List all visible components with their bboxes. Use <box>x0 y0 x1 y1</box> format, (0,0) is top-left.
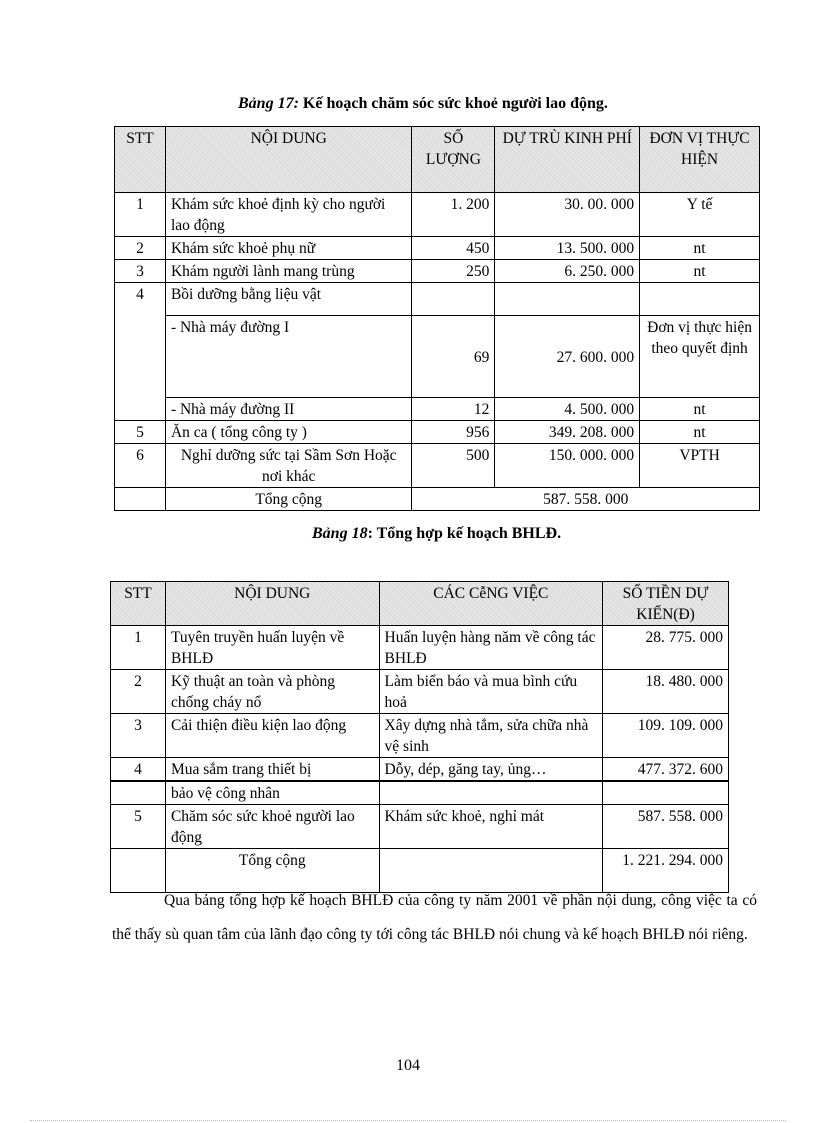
stt-cell: 2 <box>115 237 166 260</box>
cost-cell: 30. 00. 000 <box>495 193 640 237</box>
content-cell: Bồi dưỡng bằng liệu vật <box>165 283 411 316</box>
amount-cell: 587. 558. 000 <box>603 805 729 849</box>
table-row <box>111 714 729 758</box>
work-cell: Xây dựng nhà tắm, sửa chữa nhà vệ sinh <box>379 714 603 758</box>
stt-cell <box>111 781 166 805</box>
content-cell: Kỹ thuật an toàn và phòng chống cháy nổ <box>165 670 379 714</box>
table17-header-qty: SỐ LƯỢNG <box>412 127 495 193</box>
paragraph-text: Qua bảng tổng hợp kế hoạch BHLĐ của công ty năm 2001 về phần nội dung, công việc ta có thể thấy sù quan tâm của lãnh đạo công ty tới công tác BHLĐ nói chung và kế hoạch BHLĐ nói riêng. <box>112 892 757 943</box>
work-cell <box>379 781 603 805</box>
table17-header-content: NỘI DUNG <box>165 127 411 193</box>
amount-cell: 109. 109. 000 <box>603 714 729 758</box>
stt-cell: 5 <box>115 421 166 444</box>
table17-header-cost: DỰ TRÙ KINH PHÍ <box>495 127 640 193</box>
work-cell: Làm biển báo và mua bình cứu hoả <box>379 670 603 714</box>
table17-total-row <box>115 488 760 511</box>
cost-cell <box>495 283 640 316</box>
cost-cell: 13. 500. 000 <box>495 237 640 260</box>
stt-cell: 2 <box>111 670 166 714</box>
content-cell: - Nhà máy đường I <box>165 316 411 398</box>
total-value: 1. 221. 294. 000 <box>603 849 729 893</box>
content-cell: Cải thiện điều kiện lao động <box>165 714 379 758</box>
qty-cell <box>412 283 495 316</box>
table18 <box>110 581 729 893</box>
table18-header-content: NỘI DUNG <box>165 582 379 626</box>
content-cell: Khám sức khoẻ phụ nữ <box>165 237 411 260</box>
qty-cell: 1. 200 <box>412 193 495 237</box>
qty-cell: 500 <box>412 444 495 488</box>
qty-cell: 450 <box>412 237 495 260</box>
table17-header-stt: STT <box>115 127 166 193</box>
cost-cell: 4. 500. 000 <box>495 398 640 421</box>
cost-cell: 349. 208. 000 <box>495 421 640 444</box>
stt-cell: 3 <box>111 714 166 758</box>
table-row <box>115 193 760 237</box>
unit-cell: nt <box>640 260 760 283</box>
stt-cell <box>115 316 166 398</box>
table-row <box>115 444 760 488</box>
table17-header-unit: ĐƠN VỊ THỰC HIỆN <box>640 127 760 193</box>
content-cell: Mua sắm trang thiết bị <box>165 758 379 782</box>
table17-header-row <box>115 127 760 193</box>
stt-cell: 5 <box>111 805 166 849</box>
table17-caption-text: Kế hoạch chăm sóc sức khoẻ người lao động. <box>302 95 608 112</box>
cost-cell: 150. 000. 000 <box>495 444 640 488</box>
table-row <box>111 670 729 714</box>
total-label: Tổng cộng <box>165 849 379 893</box>
content-cell: Chăm sóc sức khoẻ người lao động <box>165 805 379 849</box>
work-cell: Khám sức khoẻ, nghỉ mát <box>379 805 603 849</box>
content-cell: - Nhà máy đường II <box>165 398 411 421</box>
page-bottom-rule <box>30 1120 786 1121</box>
qty-cell: 69 <box>412 316 495 398</box>
unit-cell <box>640 283 760 316</box>
unit-cell: VPTH <box>640 444 760 488</box>
stt-cell: 4 <box>111 758 166 782</box>
content-cell: Tuyên truyền huấn luyện về BHLĐ <box>165 626 379 670</box>
table17-caption-label: Bảng 17: <box>238 95 299 112</box>
work-cell: Huấn luyện hàng năm về công tác BHLĐ <box>379 626 603 670</box>
amount-cell <box>603 781 729 805</box>
qty-cell: 12 <box>412 398 495 421</box>
table18-caption-text: : Tổng hợp kế hoạch BHLĐ. <box>367 525 562 542</box>
content-cell: Khám người lành mang trùng <box>165 260 411 283</box>
table-row <box>115 398 760 421</box>
table-row <box>115 237 760 260</box>
total-label: Tổng cộng <box>165 488 411 511</box>
stt-cell: 4 <box>115 283 166 316</box>
table-row <box>111 805 729 849</box>
table18-header-work: CÁC CễNG VIỆC <box>379 582 603 626</box>
qty-cell: 250 <box>412 260 495 283</box>
table-row <box>111 626 729 670</box>
table-row <box>111 781 729 805</box>
content-cell: Ăn ca ( tổng công ty ) <box>165 421 411 444</box>
table-row <box>115 421 760 444</box>
unit-cell: nt <box>640 237 760 260</box>
unit-cell: nt <box>640 398 760 421</box>
unit-cell: Đơn vị thực hiện theo quyết định <box>640 316 760 398</box>
stt-cell: 1 <box>115 193 166 237</box>
unit-cell: Y tế <box>640 193 760 237</box>
stt-cell: 6 <box>115 444 166 488</box>
table17 <box>114 126 760 511</box>
body-paragraph <box>112 884 757 952</box>
empty-cell <box>115 488 166 511</box>
stt-cell: 3 <box>115 260 166 283</box>
cost-cell: 27. 600. 000 <box>495 316 640 398</box>
unit-cell: nt <box>640 421 760 444</box>
table18-header-stt: STT <box>111 582 166 626</box>
amount-cell: 18. 480. 000 <box>603 670 729 714</box>
amount-cell: 28. 775. 000 <box>603 626 729 670</box>
table17-caption <box>238 95 608 113</box>
table18-header-row <box>111 582 729 626</box>
table18-caption-label: Bảng 18 <box>312 525 368 542</box>
content-cell: Khám sức khoẻ định kỳ cho người lao động <box>165 193 411 237</box>
page-number: 104 <box>396 1057 420 1074</box>
stt-cell: 1 <box>111 626 166 670</box>
table-row <box>115 260 760 283</box>
stt-cell <box>115 398 166 421</box>
amount-cell: 477. 372. 600 <box>603 758 729 782</box>
table18-header-amount: SỐ TIỀN DỰ KIẾN(Đ) <box>603 582 729 626</box>
table-row <box>111 758 729 782</box>
table18-caption <box>312 525 561 543</box>
content-cell: Nghỉ dưỡng sức tại Sầm Sơn Hoặc nơi khác <box>165 444 411 488</box>
content-cell: bảo vệ công nhân <box>165 781 379 805</box>
work-cell: Dỗy, dép, găng tay, ủng… <box>379 758 603 782</box>
table-row <box>115 316 760 398</box>
qty-cell: 956 <box>412 421 495 444</box>
cost-cell: 6. 250. 000 <box>495 260 640 283</box>
table-row <box>115 283 760 316</box>
total-value: 587. 558. 000 <box>412 488 760 511</box>
